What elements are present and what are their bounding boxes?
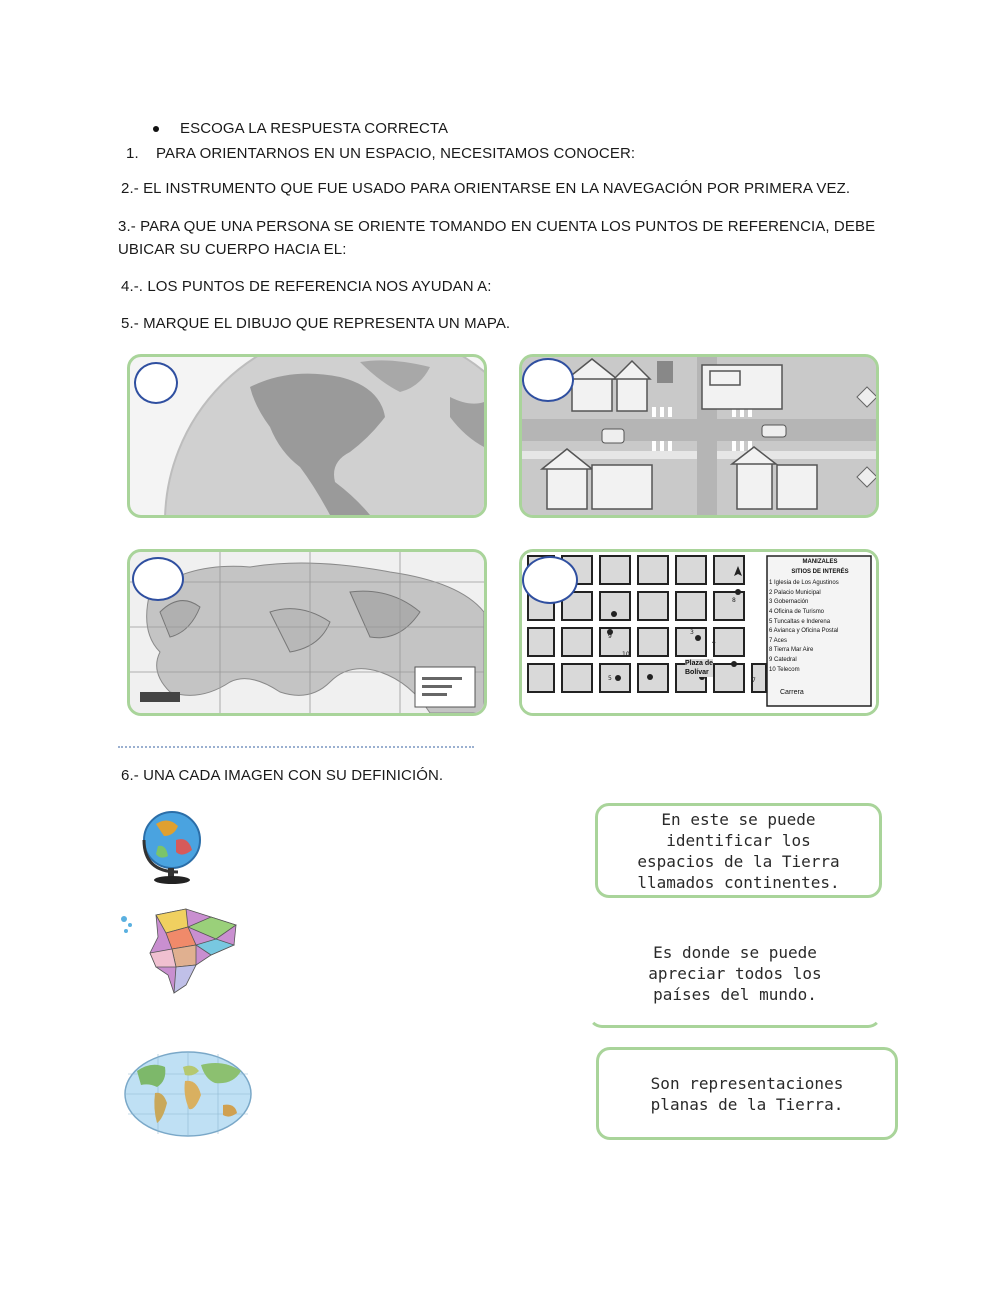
- definition-3-line-1: Son representaciones: [650, 1073, 844, 1093]
- street-label: Carrera: [780, 689, 804, 696]
- globe-option-card[interactable]: [127, 354, 487, 518]
- globe-option-checkbox[interactable]: [134, 362, 178, 404]
- svg-text:3: 3: [690, 629, 694, 636]
- svg-text:4: 4: [712, 639, 716, 646]
- question-4: 4.-. LOS PUNTOS DE REFERENCIA NOS AYUDAN A:: [121, 278, 492, 295]
- question-6: 6.- UNA CADA IMAGEN CON SU DEFINICIÓN.: [121, 767, 444, 784]
- legend-item: 10 Telecom: [769, 666, 800, 673]
- legend-item: 7 Aces: [769, 637, 788, 644]
- definition-card-countries[interactable]: [588, 918, 882, 1028]
- legend-item: 3 Gobernación: [769, 599, 809, 606]
- definition-3-line-2: planas de la Tierra.: [650, 1094, 844, 1114]
- question-5: 5.- MARQUE EL DIBUJO QUE REPRESENTA UN MAPA.: [121, 315, 511, 332]
- plaza-label: Plaza de Bolívar: [685, 660, 714, 676]
- definition-1-line-3: espacios de la Tierra: [637, 851, 840, 871]
- svg-text:10: 10: [622, 651, 630, 658]
- question-2: 2.- EL INSTRUMENTO QUE FUE USADO PARA ORIENTARSE EN LA NAVEGACIÓN POR PRIMERA VEZ.: [121, 180, 851, 197]
- question-1: PARA ORIENTARNOS EN UN ESPACIO, NECESITAMOS CONOCER:: [156, 145, 636, 162]
- legend-item: 9 Catedral: [769, 656, 797, 663]
- city-plan-option-checkbox[interactable]: [522, 556, 578, 604]
- svg-text:7: 7: [752, 677, 756, 684]
- definition-2-line-3: países del mundo.: [653, 984, 817, 1004]
- bullet-dot: [153, 126, 159, 132]
- legend-item: 2 Palacio Municipal: [769, 589, 821, 596]
- question-1-number: 1.: [126, 145, 139, 162]
- definition-1-line-4: llamados continentes.: [637, 872, 840, 892]
- europe-map-option-checkbox[interactable]: [132, 557, 184, 601]
- legend-item: 5 Tuncaltas e Inderena: [769, 618, 831, 625]
- city-plan-title: MANIZALES: [802, 559, 838, 565]
- world-map-image[interactable]: [123, 1049, 253, 1139]
- definition-2-line-2: apreciar todos los: [648, 963, 822, 983]
- street-scene-picture: [522, 357, 876, 515]
- separator-line: [118, 746, 474, 748]
- legend-item: 6 Avianca y Oficina Postal: [769, 628, 839, 635]
- definition-2-line-1: Es donde se puede: [653, 942, 817, 962]
- ecuador-map-image[interactable]: [116, 905, 244, 995]
- svg-text:5: 5: [608, 675, 612, 682]
- city-plan-subtitle: SITIOS DE INTERÉS: [791, 568, 849, 575]
- definition-card-flat[interactable]: [596, 1047, 898, 1140]
- globe-item-image[interactable]: [138, 806, 208, 886]
- legend-item: 4 Oficina de Turismo: [769, 608, 825, 615]
- definition-1-line-2: identificar los: [666, 830, 811, 850]
- question-3-line-1: 3.- PARA QUE UNA PERSONA SE ORIENTE TOMANDO EN CUENTA LOS PUNTOS DE REFERENCIA, DEBE: [118, 218, 876, 235]
- legend-item: 8 Tierra Mar Aire: [769, 647, 814, 654]
- city-plan-legend: [769, 558, 871, 675]
- svg-text:8: 8: [732, 597, 736, 604]
- globe-picture: [130, 357, 484, 515]
- question-3-line-2: UBICAR SU CUERPO HACIA EL:: [118, 241, 347, 258]
- legend-item: 1 Iglesia de Los Agustinos: [769, 580, 839, 587]
- definition-1-line-1: En este se puede: [661, 809, 816, 829]
- definition-card-continents[interactable]: [595, 803, 882, 898]
- svg-text:9: 9: [608, 633, 612, 640]
- street-option-checkbox[interactable]: [522, 358, 574, 402]
- instruction-heading: ESCOGA LA RESPUESTA CORRECTA: [180, 120, 449, 137]
